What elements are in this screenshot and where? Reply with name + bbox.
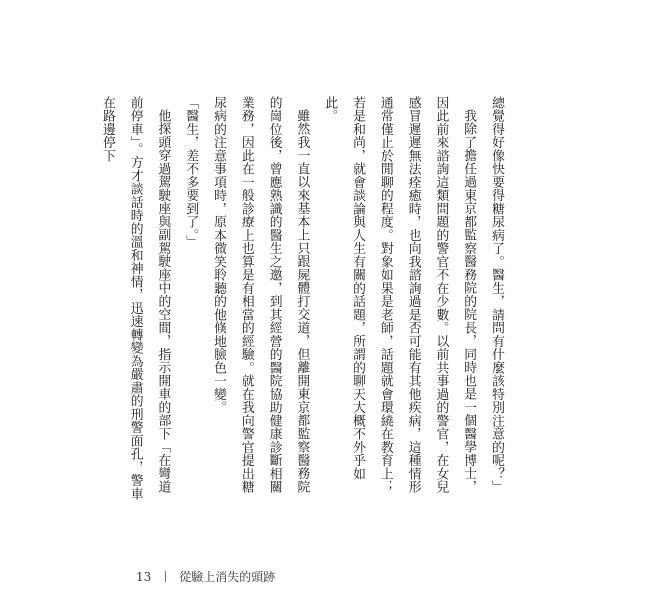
page-footer: [136, 568, 275, 585]
paragraph: 總覺得好像快要得糖尿病了。醫生，請問有什麼該特別注意的呢？」: [489, 96, 504, 494]
paragraph: 我除了擔任過東京都監察醫務院的院長，同時也是一個醫學博士，因此前來諮詢這類問題的警官不在少數。以前共事過的警官，在女兒感冒遲遲無法痊癒時，也向我諮詢過是否可能有其他疾病，這種情形通常僅止於閒聊的程度。對象如果是老師，話題就會環繞在教育上；若是和尚，就會談論與人生有關的話題，所謂的聊天大概不外乎如此。: [322, 96, 477, 494]
running-title: 從驗上消失的頭跡: [179, 570, 276, 584]
footer-divider: [165, 571, 166, 582]
paragraph: 「醫生，差不多要到了。」: [183, 96, 199, 249]
body-text: [93, 96, 510, 506]
paragraph: 他探頭穿過駕駛座與副駕駛座中的空間，指示開車的部下「在彎道前停車」。方才談話時的溫和神情，迅速轉變為嚴肅的刑警面孔，警車在路邊停下: [99, 96, 171, 501]
page-number: 13: [136, 569, 152, 584]
paragraph: 雖然我一直以來基本上只跟屍體打交道，但離開東京都監察醫務院的崗位後，曾應熟識的醫生之邀，到其經營的醫院協助健康診斷相關業務，因此在一般診療上也算是有相當的經驗。就在我向警官提出糖尿病的注意事項時，原本微笑聆聽的他倏地臉色一變。: [211, 96, 310, 494]
